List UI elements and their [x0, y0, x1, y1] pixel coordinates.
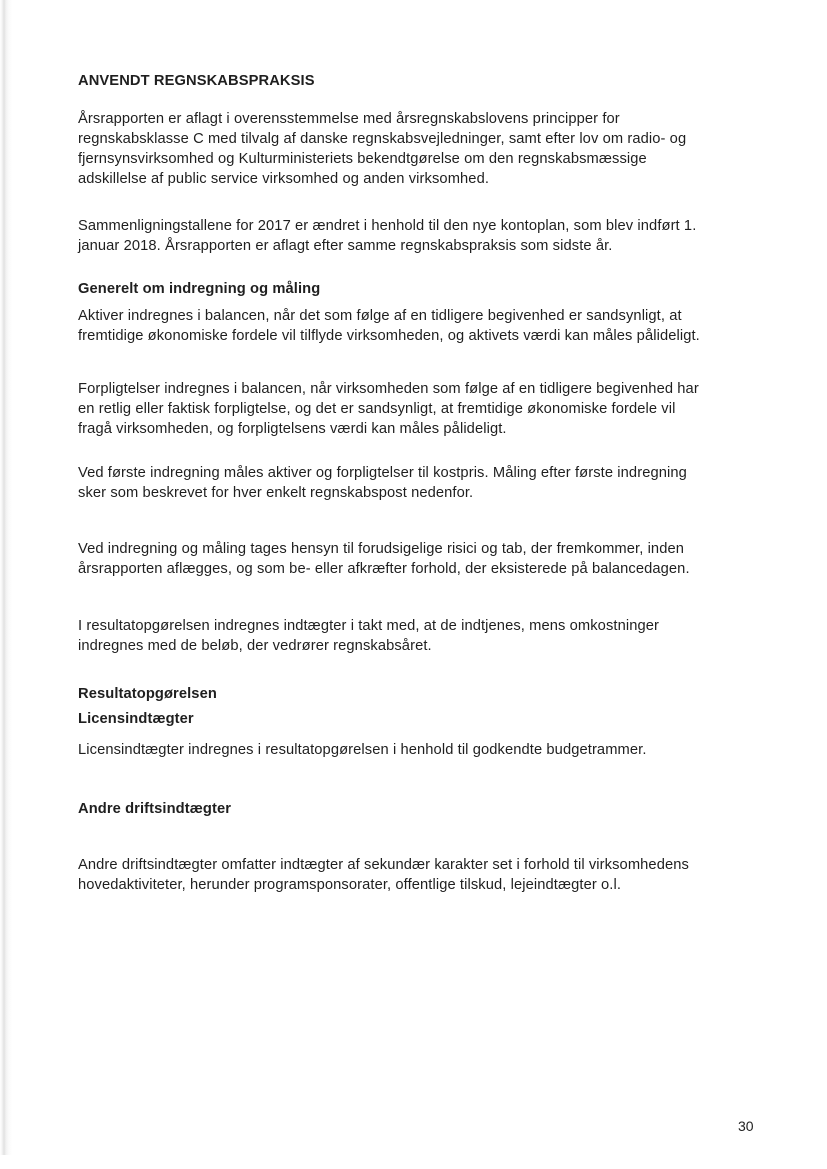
paragraph-comparison-figures: Sammenligningstallene for 2017 er ændret i henhold til den nye kontoplan, som blev indført 1. januar 2018. Årsrapporten er aflagt efter samme regnskabspraksis som sidste år.	[78, 218, 697, 254]
heading-resultatopgorelsen: Resultatopgørelsen	[78, 686, 217, 702]
paragraph-assets-recognition: Aktiver indregnes i balancen, når det som følge af en tidligere begivenhed er sandsynligt, at fremtidige økonomiske fordele vil tilflyde virksomheden, og aktivets værdi kan måles pålideligt.	[78, 308, 700, 344]
heading-generelt-om-indregning-og-maling: Generelt om indregning og måling	[78, 281, 321, 297]
heading-licensindtaegter: Licensindtægter	[78, 711, 194, 727]
document-content	[78, 71, 700, 895]
paragraph-foreseeable-risks: Ved indregning og måling tages hensyn til forudsigelige risici og tab, der fremkommer, inden årsrapporten aflægges, og som be- eller afkræfter forhold, der eksisterede på balancedagen.	[78, 541, 690, 577]
page-number: 30	[738, 1118, 754, 1134]
paragraph-other-operating-income: Andre driftsindtægter omfatter indtægter af sekundær karakter set i forhold til virksomhedens hovedaktiviteter, herunder programsponsorater, offentlige tilskud, lejeindtægter o.l.	[78, 857, 689, 893]
paragraph-first-recognition-cost: Ved første indregning måles aktiver og forpligtelser til kostpris. Måling efter første indregning sker som beskrevet for hver enkelt regnskabspost nedenfor.	[78, 465, 687, 501]
paragraph-income-statement-recognition: I resultatopgørelsen indregnes indtægter i takt med, at de indtjenes, mens omkostninger indregnes med de beløb, der vedrører regnskabsåret.	[78, 618, 660, 654]
heading-andre-driftsindtaegter: Andre driftsindtægter	[78, 801, 232, 817]
paragraph-accounting-basis: Årsrapporten er aflagt i overensstemmelse med årsregnskabslovens principper for regnskabsklasse C med tilvalg af danske regnskabsvejledninger, samt efter lov om radio- og fjernsynsvirksomhed og Kulturministeriets bekendtgørelse om den regnskabsmæssige adskillelse af public service virksomhed og anden virksomhed.	[78, 111, 687, 187]
paragraph-license-income: Licensindtægter indregnes i resultatopgørelsen i henhold til godkendte budgetrammer.	[78, 742, 647, 758]
heading-anvendt-regnskabspraksis: ANVENDT REGNSKABSPRAKSIS	[78, 73, 315, 89]
paragraph-liabilities-recognition: Forpligtelser indregnes i balancen, når virksomheden som følge af en tidligere begivenhed har en retlig eller faktisk forpligtelse, og det er sandsynligt, at fremtidige økonomiske fordele vil fragå virksomheden, og forpligtelsens værdi kan måles pålideligt.	[78, 381, 699, 437]
scan-edge-shadow	[0, 0, 12, 1155]
